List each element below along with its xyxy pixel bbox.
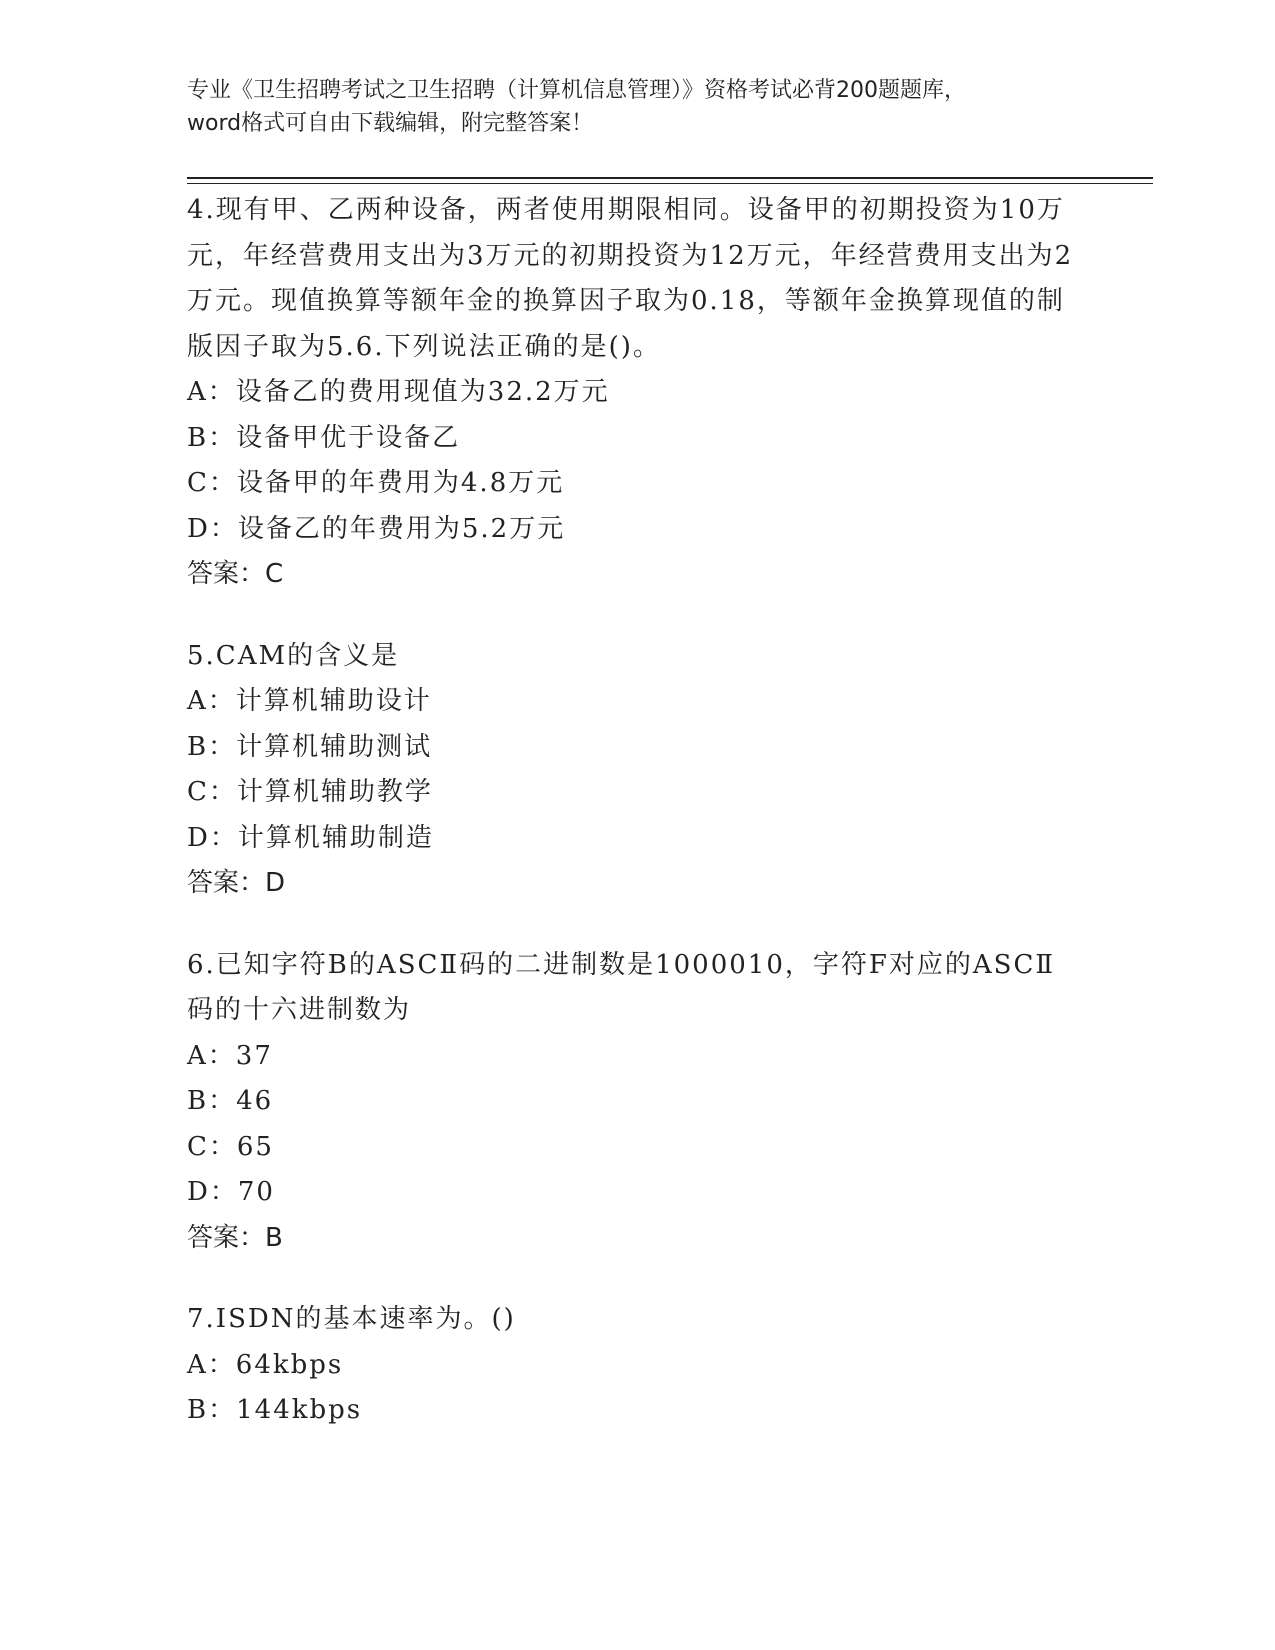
- question-text: 6.已知字符B的ASCⅡ码的二进制数是1000010，字符F对应的ASCⅡ码的十六进制数为: [187, 949, 1056, 1025]
- header-line-1: 专业《卫生招聘考试之卫生招聘（计算机信息管理）》资格考试必背200题题库，: [187, 78, 966, 103]
- option-a: A：设备乙的费用现值为32.2万元: [187, 377, 610, 407]
- question-7: [187, 1297, 1077, 1434]
- question-text: 7.ISDN的基本速率为。(): [187, 1304, 516, 1334]
- answer: 答案：B: [187, 1222, 283, 1253]
- option-d: D：计算机辅助制造: [187, 822, 434, 853]
- option-a: A：计算机辅助设计: [187, 686, 432, 716]
- question-6: [187, 943, 1077, 1262]
- answer: 答案：D: [187, 868, 286, 898]
- option-d: D：70: [187, 1177, 275, 1207]
- option-d: D：设备乙的年费用为5.2万元: [187, 513, 566, 544]
- option-c: C：65: [187, 1131, 274, 1162]
- option-b: B：144kbps: [187, 1395, 363, 1425]
- question-4: [187, 188, 1077, 598]
- question-5: [187, 634, 1077, 907]
- question-list: [187, 188, 1077, 1470]
- option-b: B：设备甲优于设备乙: [187, 422, 461, 453]
- option-b: B：计算机辅助测试: [187, 731, 433, 762]
- header-divider-thin: [187, 183, 1153, 184]
- option-a: A：64kbps: [187, 1349, 344, 1380]
- header-line-2: word格式可自由下载编辑，附完整答案！: [187, 111, 594, 136]
- document-header: [187, 74, 1087, 140]
- answer: 答案：C: [187, 559, 284, 589]
- option-b: B：46: [187, 1086, 274, 1116]
- question-text: 4.现有甲、乙两种设备，两者使用期限相同。设备甲的初期投资为10万元，年经营费用支出为3万元的初期投资为12万元，年经营费用支出为2万元。现值换算等额年金的换算因子取为0.18，等额年金换算现值的制版因子取为5.6.下列说法正确的是()。: [187, 195, 1074, 362]
- option-c: C：计算机辅助教学: [187, 777, 433, 807]
- option-c: C：设备甲的年费用为4.8万元: [187, 468, 565, 498]
- question-text: 5.CAM的含义是: [187, 640, 400, 671]
- option-a: A：37: [187, 1040, 273, 1071]
- header-divider-thick: [187, 177, 1153, 179]
